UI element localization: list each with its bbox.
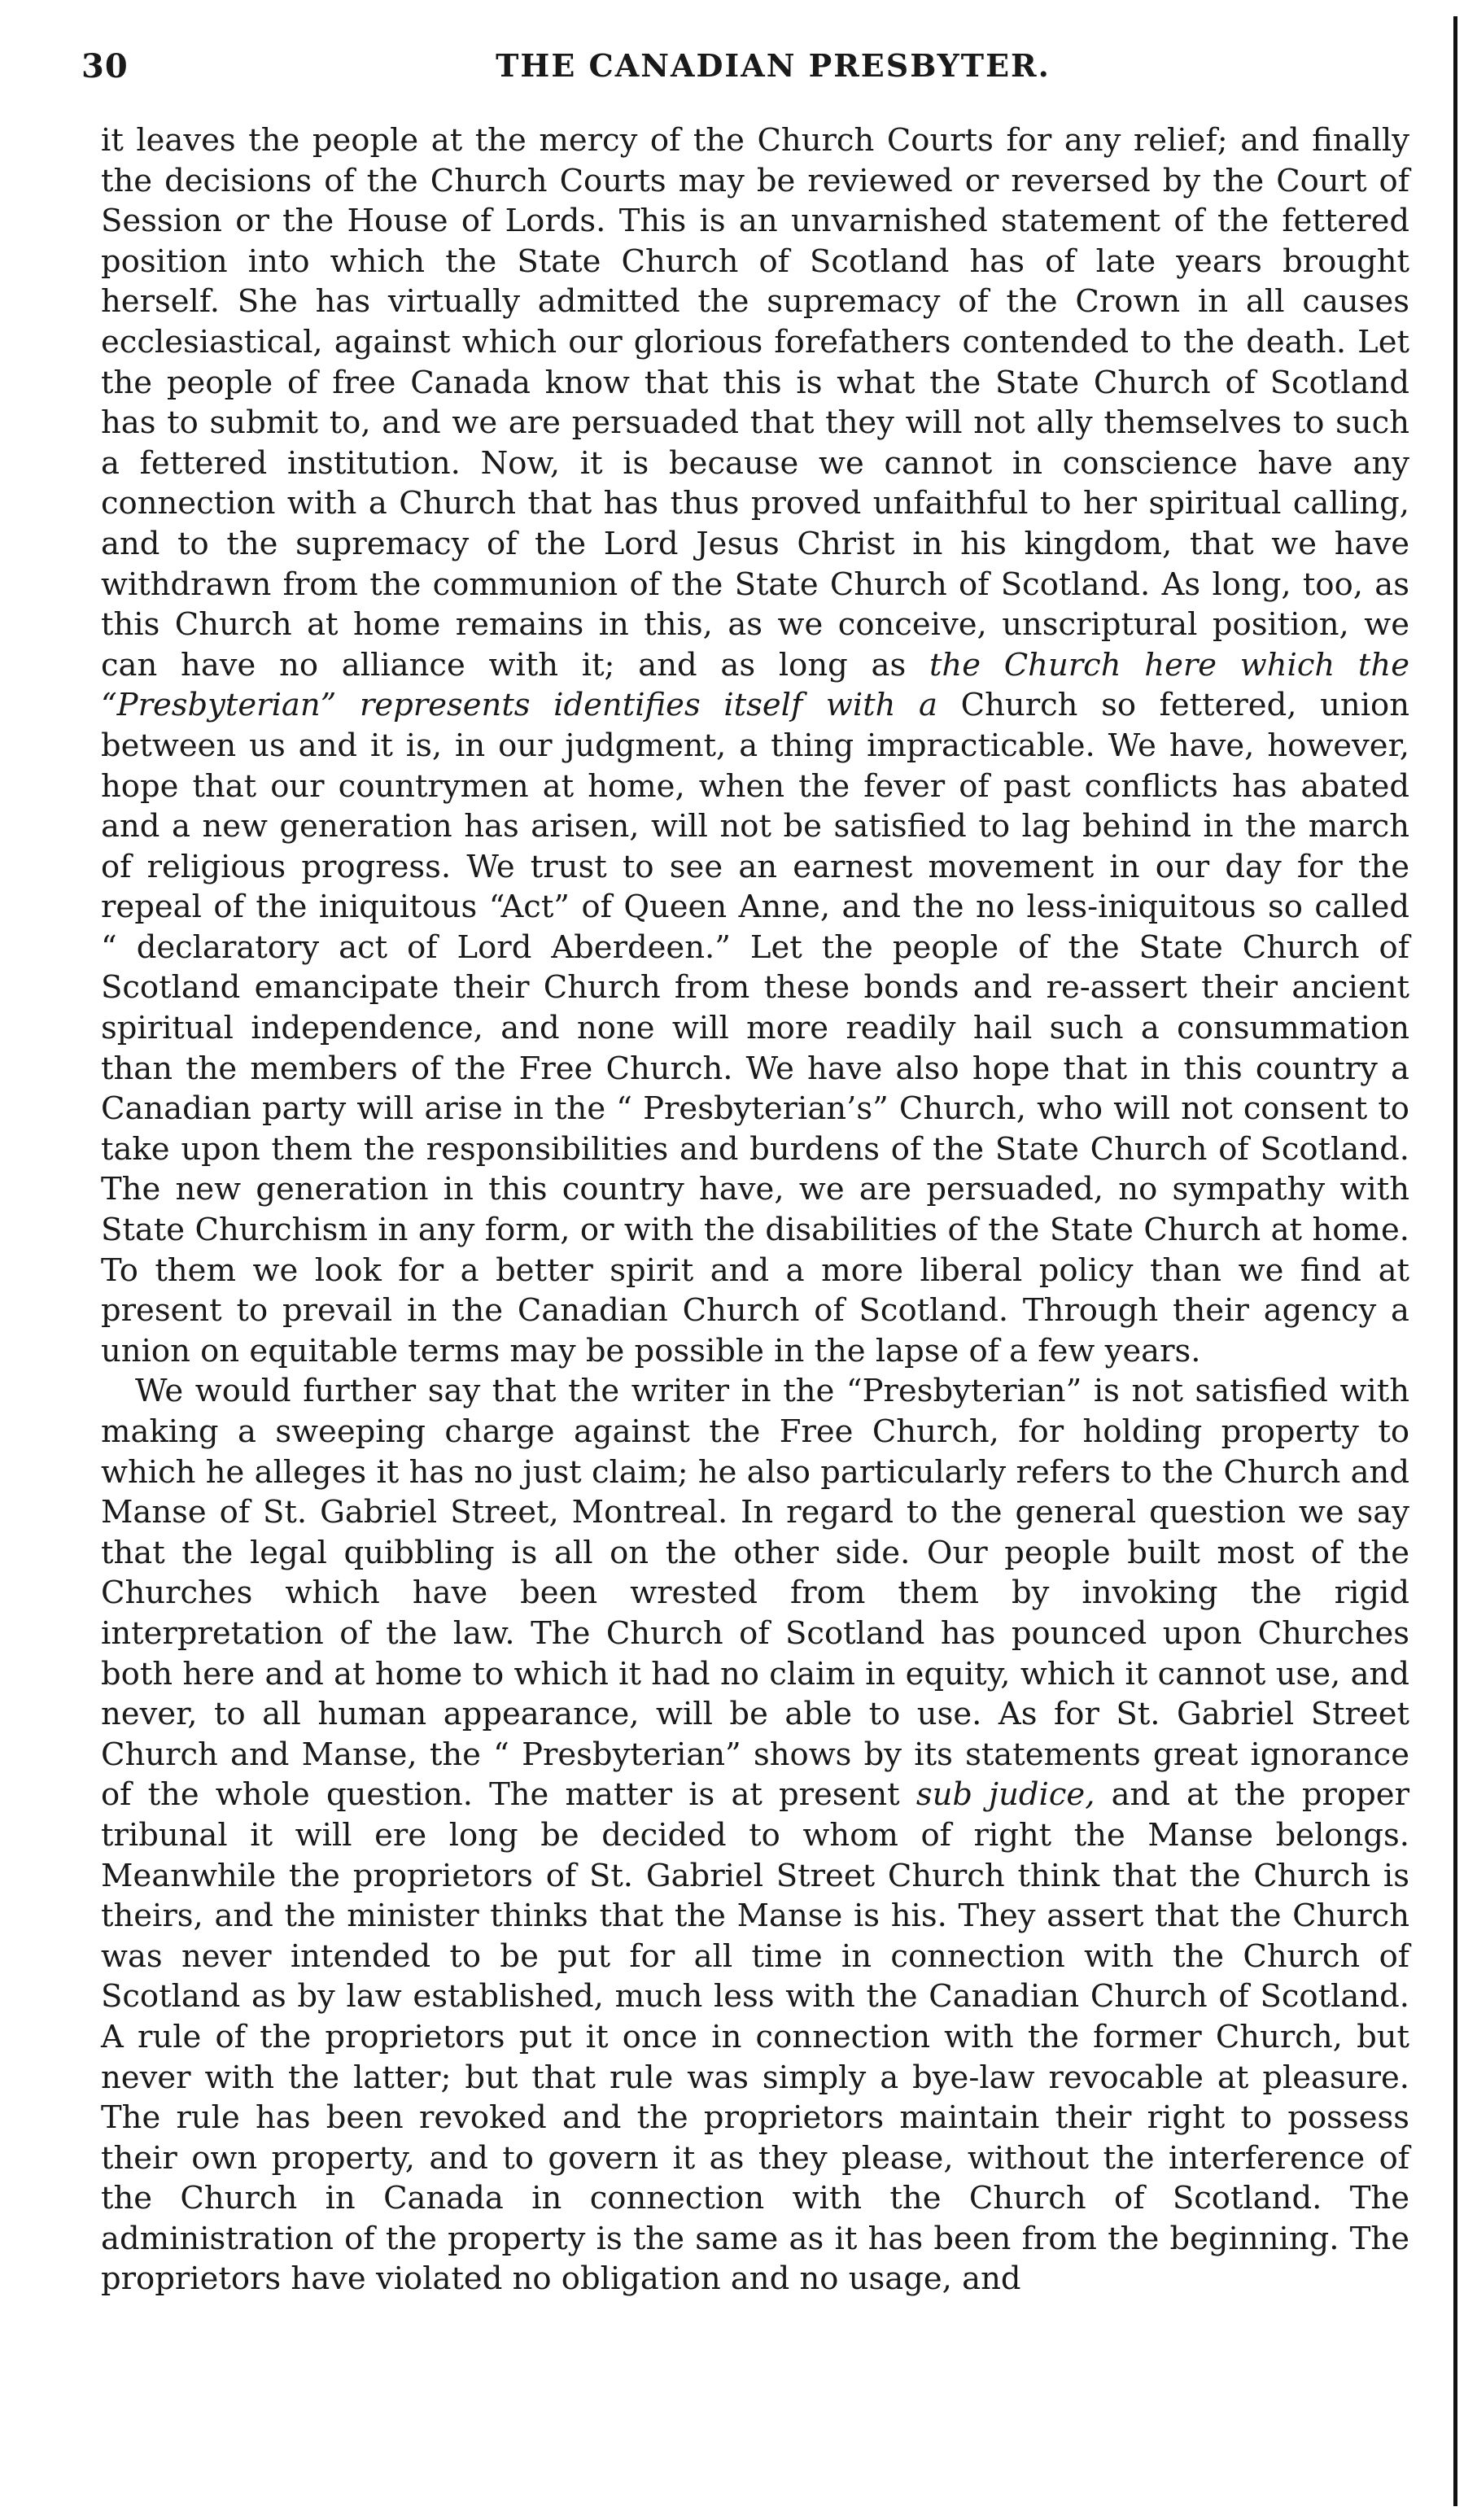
page-edge-rule — [1453, 16, 1457, 2506]
article-body — [101, 120, 1409, 2299]
page-number: 30 — [81, 47, 129, 85]
paragraph-2-text-b: and at the proper tribunal it will ere long be decided to whom of right the Manse belongs. Meanwhile the proprietors of St. Gabriel Street Church think that the Church is theirs, and the minister thinks that the Manse is his. They assert that the Church was never intended to be put for all time in connection with the Church of Scotland as by law established, much less with the Canadian Church of Scotland. A rule of the proprietors put it once in connection with the former Church, but never with the latter; but that rule was simply a bye-law revocable at pleasure. The rule has been revoked and the proprietors maintain their right to possess their own property, and to govern it as they please, without the interference of the Church in Canada in connection with the Church of Scotland. The administration of the property is the same as it has been from the beginning. The proprietors have violated no obligation and no usage, and — [101, 1776, 1409, 2298]
paragraph-2-text-a: We would further say that the writer in the “Presbyterian” is not satisfied with making a sweeping charge against the Free Church, for holding property to which he alleges it has no just claim; he also particularly refers to the Church and Manse of St. Gabriel Street, Montreal. In regard to the general question we say that the legal quibbling is all on the other side. Our people built most of the Churches which have been wrested from them by invoking the rigid interpretation of the law. The Church of Scotland has pounced upon Churches both here and at home to which it had no claim in equity, which it cannot use, and never, to all human appearance, will be able to use. As for St. Gabriel Street Church and Manse, the “ Presbyterian” shows by its statements great ignorance of the whole question. The matter is at present — [101, 1373, 1409, 1814]
paragraph-1 — [101, 120, 1409, 1371]
page-header — [81, 47, 1416, 96]
paragraph-1-italic: the Church here which the “Presbyterian” represents identifies itself with a — [101, 646, 1409, 724]
paragraph-2-italic: sub judice, — [915, 1776, 1095, 1814]
paragraph-1-text-a: it leaves the people at the mercy of the Church Courts for any relief; and finally the decisions of the Church Courts may be reviewed or reversed by the Court of Session or the House of Lords. This is an unvarnished statement of the fettered position into which the State Church of Scotland has of late years brought herself. She has virtually admitted the supremacy of the Crown in all causes ecclesiastical, against which our glorious forefathers contended to the death. Let the people of free Canada know that this is what the State Church of Scotland has to submit to, and we are persuaded that they will not ally themselves to such a fettered institution. Now, it is because we cannot in conscience have any connection with a Church that has thus proved unfaithful to her spiritual calling, and to the supremacy of the Lord Jesus Christ in his kingdom, that we have withdrawn from the communion of the State Church of Scotland. As long, too, as this Church at home remains in this, as we conceive, unscriptural position, we can have no alliance with it; and as long as — [101, 122, 1409, 684]
running-title: THE CANADIAN PRESBYTER. — [496, 47, 1051, 84]
paragraph-1-text-b: Church so fettered, union between us and it is, in our judgment, a thing impracticable. We have, however, hope that our countrymen at home, when the fever of past conflicts has abated and a new generation has arisen, will not be satisfied to lag behind in the march of religious progress. We trust to see an earnest movement in our day for the repeal of the iniquitous “Act” of Queen Anne, and the no less-iniquitous so called “ declaratory act of Lord Aberdeen.” Let the people of the State Church of Scotland emancipate their Church from these bonds and re-assert their ancient spiritual independence, and none will more readily hail such a consummation than the members of the Free Church. We have also hope that in this country a Canadian party will arise in the “ Presbyterian’s” Church, who will not consent to take upon them the responsibilities and burdens of the State Church of Scotland. The new generation in this country have, we are persuaded, no sympathy with State Churchism in any form, or with the disabilities of the State Church at home. To them we look for a better spirit and a more liberal policy than we find at present to prevail in the Canadian Church of Scotland. Through their agency a union on equitable terms may be possible in the lapse of a few years. — [101, 687, 1409, 1369]
paragraph-2 — [101, 1371, 1409, 2299]
